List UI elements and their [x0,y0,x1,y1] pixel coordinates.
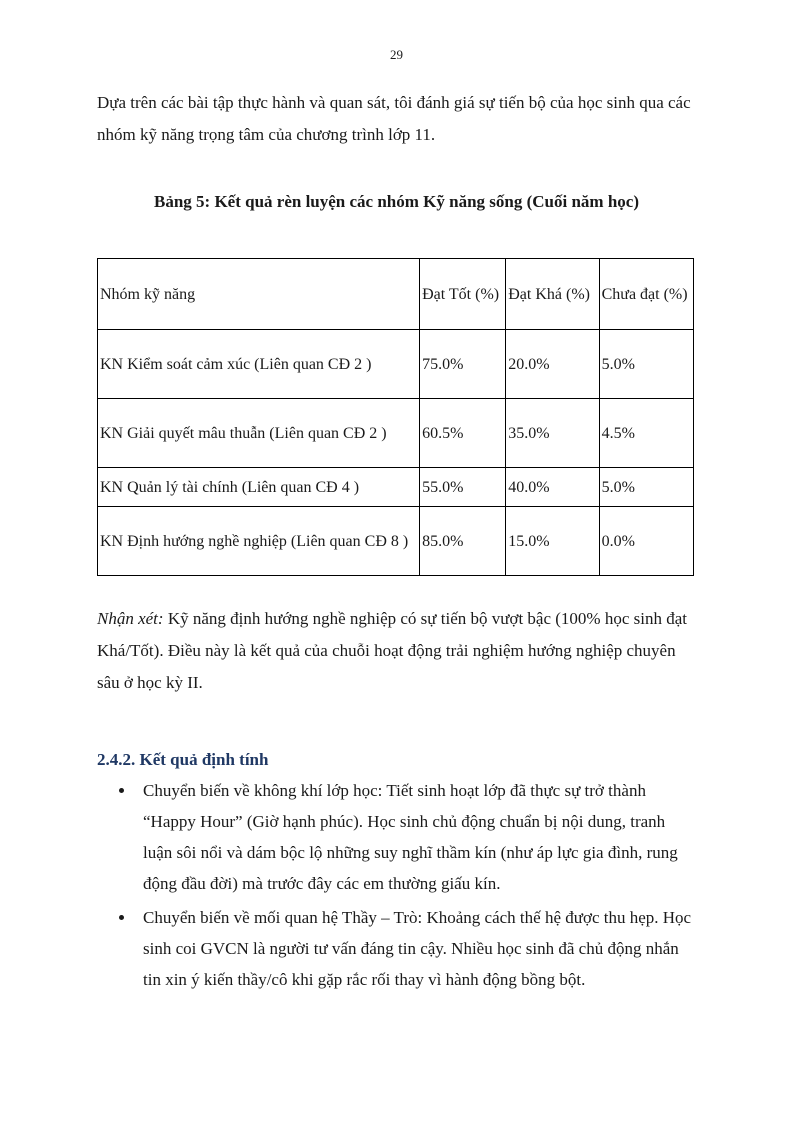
table-row [98,468,694,507]
cell-skill: KN Định hướng nghề nghiệp (Liên quan CĐ 8 ) [98,507,420,576]
intro-paragraph: Dựa trên các bài tập thực hành và quan sát, tôi đánh giá sự tiến bộ của học sinh qua các nhóm kỹ năng trọng tâm của chương trình lớp 11. [97,93,691,144]
section-heading: 2.4.2. Kết quả định tính [97,750,269,769]
cell-skill: KN Kiểm soát cảm xúc (Liên quan CĐ 2 ) [98,330,420,399]
cell-fair: 15.0% [506,507,599,576]
results-table [97,258,694,576]
cell-not-achieved: 5.0% [599,330,693,399]
remark-text: Kỹ năng định hướng nghề nghiệp có sự tiến bộ vượt bậc (100% học sinh đạt Khá/Tốt). Điều này là kết quả của chuỗi hoạt động trải nghiệm hướng nghiệp chuyên sâu ở học kỳ II. [97,609,688,692]
cell-good: 60.5% [420,399,506,468]
remark-paragraph [97,603,697,699]
cell-fair: 20.0% [506,330,599,399]
list-item [97,775,697,899]
cell-not-achieved: 5.0% [599,468,693,507]
bullet-icon [119,788,124,793]
table-header-row [98,259,694,330]
cell-not-achieved: 0.0% [599,507,693,576]
list-item-text: Chuyển biến về không khí lớp học: Tiết sinh hoạt lớp đã thực sự trở thành “Happy Hour” (Giờ hạnh phúc). Học sinh chủ động chuẩn bị nội dung, tranh luận sôi nổi và dám bộc lộ những suy nghĩ thầm kín (như áp lực gia đình, rung động đầu đời) mà trước đây các em thường giấu kín. [143,781,678,893]
page-number: 29 [390,47,403,62]
cell-skill: KN Giải quyết mâu thuẫn (Liên quan CĐ 2 ) [98,399,420,468]
header-not-achieved: Chưa đạt (%) [599,259,693,330]
cell-fair: 35.0% [506,399,599,468]
table-row [98,330,694,399]
bullet-icon [119,915,124,920]
list-item-text: Chuyển biến về mối quan hệ Thầy – Trò: Khoảng cách thế hệ được thu hẹp. Học sinh coi GVCN là người tư vấn đáng tin cậy. Nhiều học sinh đã chủ động nhắn tin xin ý kiến thầy/cô khi gặp rắc rối thay vì hành động bồng bột. [143,908,692,989]
cell-good: 75.0% [420,330,506,399]
list-item [97,902,697,995]
qualitative-results-list [97,775,697,998]
table-row [98,507,694,576]
header-skill-group: Nhóm kỹ năng [98,259,420,330]
cell-good: 55.0% [420,468,506,507]
header-good: Đạt Tốt (%) [420,259,506,330]
table-row [98,399,694,468]
cell-good: 85.0% [420,507,506,576]
cell-not-achieved: 4.5% [599,399,693,468]
cell-skill: KN Quản lý tài chính (Liên quan CĐ 4 ) [98,468,420,507]
header-fair: Đạt Khá (%) [506,259,599,330]
remark-lead: Nhận xét: [97,609,164,628]
table-caption: Bảng 5: Kết quả rèn luyện các nhóm Kỹ năng sống (Cuối năm học) [153,192,640,211]
cell-fair: 40.0% [506,468,599,507]
